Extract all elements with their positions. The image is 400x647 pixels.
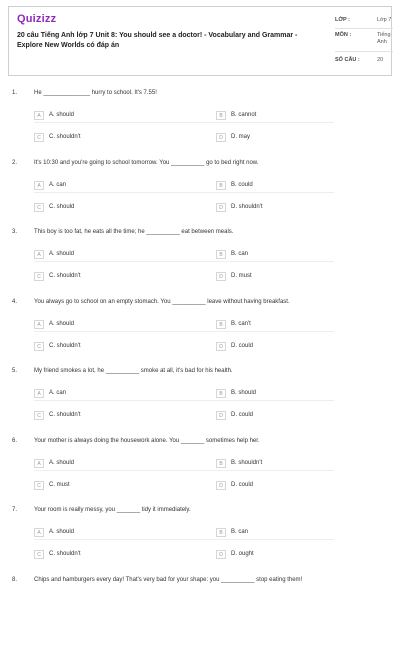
option-letter-box: C xyxy=(34,133,44,142)
question-item xyxy=(0,577,400,647)
option-letter-box: B xyxy=(216,528,226,537)
option-letter-box: A xyxy=(34,320,44,329)
option-text: B. should xyxy=(231,390,257,396)
worksheet-title: 20 câu Tiếng Anh lớp 7 Unit 8: You should see a doctor! - Vocabulary and Grammar - Explore New Worlds có đáp án xyxy=(17,32,298,49)
option-letter-box: A xyxy=(34,389,44,398)
option-letter-box: D xyxy=(216,411,226,420)
option-letter-box: D xyxy=(216,203,226,212)
question-number: 3. xyxy=(12,229,18,235)
option-text: B. can xyxy=(231,529,249,535)
meta-count-value: 20 xyxy=(377,57,384,63)
option-letter-box: C xyxy=(34,550,44,559)
option-letter-box: B xyxy=(216,111,226,120)
option-text: C. shouldn't xyxy=(49,273,81,279)
option-letter-box: A xyxy=(34,528,44,537)
option-letter-box: A xyxy=(34,459,44,468)
option-text: C. shouldn't xyxy=(49,343,81,349)
option-text: A. can xyxy=(49,182,67,188)
option-text: D. shouldn't xyxy=(231,204,263,210)
option-text: A. should xyxy=(49,112,75,118)
question-number: 2. xyxy=(12,160,18,166)
option-letter-box: B xyxy=(216,320,226,329)
option-text: B. can xyxy=(231,251,249,257)
option-text: A. can xyxy=(49,390,67,396)
question-number: 1. xyxy=(12,90,18,96)
question-item xyxy=(0,90,400,160)
question-number: 5. xyxy=(12,368,18,374)
option-letter-box: C xyxy=(34,203,44,212)
option-text: D. may xyxy=(231,134,251,140)
worksheet-header xyxy=(8,6,392,76)
option-text: C. shouldn't xyxy=(49,134,81,140)
meta-count-label: SỐ CÂU : xyxy=(335,57,360,63)
option-row-divider xyxy=(34,539,334,540)
question-item xyxy=(0,438,400,508)
option-text: B. could xyxy=(231,182,253,188)
question-item xyxy=(0,160,400,230)
option-letter-box: D xyxy=(216,342,226,351)
question-item xyxy=(0,507,400,577)
question-text: This boy is too fat, he eats all the time; he __________ eat between meals. xyxy=(34,229,234,235)
option-text: D. could xyxy=(231,482,254,488)
question-number: 6. xyxy=(12,438,18,444)
option-row-divider xyxy=(34,261,334,262)
option-letter-box: D xyxy=(216,272,226,281)
option-text: C. must xyxy=(49,482,70,488)
option-text: A. should xyxy=(49,460,75,466)
option-letter-box: D xyxy=(216,550,226,559)
option-row-divider xyxy=(34,122,334,123)
option-letter-box: C xyxy=(34,481,44,490)
option-text: B. shouldn't xyxy=(231,460,263,466)
question-text: It's 10:30 and you're going to school tomorrow. You __________ go to bed right now. xyxy=(34,160,259,166)
option-letter-box: B xyxy=(216,250,226,259)
meta-subject-label: MÔN : xyxy=(335,32,352,38)
question-text: You always go to school on an empty stomach. You __________ leave without having breakfast. xyxy=(34,299,290,305)
question-number: 8. xyxy=(12,577,18,583)
option-row-divider xyxy=(34,331,334,332)
question-number: 4. xyxy=(12,299,18,305)
option-letter-box: D xyxy=(216,133,226,142)
option-letter-box: A xyxy=(34,111,44,120)
question-text: My friend smokes a lot, he __________ smoke at all, it's bad for his health. xyxy=(34,368,233,374)
option-text: C. shouldn't xyxy=(49,551,81,557)
meta-divider xyxy=(335,51,393,52)
question-text: Your room is really messy, you _______ tidy it immediately. xyxy=(34,507,191,513)
quizizz-logo: Quizizz xyxy=(17,13,57,25)
question-number: 7. xyxy=(12,507,18,513)
option-letter-box: B xyxy=(216,389,226,398)
option-row-divider xyxy=(34,192,334,193)
option-text: A. should xyxy=(49,251,75,257)
option-text: D. could xyxy=(231,343,254,349)
question-text: He ______________ hurry to school. It's 7.55! xyxy=(34,90,157,96)
option-text: D. must xyxy=(231,273,252,279)
option-text: C. should xyxy=(49,204,75,210)
meta-grade-value: Lớp 7 xyxy=(377,17,392,23)
option-row-divider xyxy=(34,470,334,471)
option-letter-box: A xyxy=(34,181,44,190)
option-text: B. cannot xyxy=(231,112,257,118)
meta-divider xyxy=(335,28,393,29)
option-letter-box: B xyxy=(216,459,226,468)
question-text: Your mother is always doing the housework alone. You _______ sometimes help her. xyxy=(34,438,260,444)
option-text: A. should xyxy=(49,321,75,327)
option-letter-box: D xyxy=(216,481,226,490)
option-text: B. can't xyxy=(231,321,251,327)
option-text: C. shouldn't xyxy=(49,412,81,418)
question-item xyxy=(0,299,400,369)
option-text: D. ought xyxy=(231,551,254,557)
question-item xyxy=(0,368,400,438)
meta-subject-value: Tiếng Anh xyxy=(377,32,391,45)
option-text: D. could xyxy=(231,412,254,418)
question-item xyxy=(0,229,400,299)
meta-grade-label: LỚP : xyxy=(335,17,350,23)
option-text: A. should xyxy=(49,529,75,535)
option-letter-box: C xyxy=(34,342,44,351)
option-letter-box: A xyxy=(34,250,44,259)
option-letter-box: C xyxy=(34,411,44,420)
option-letter-box: C xyxy=(34,272,44,281)
option-letter-box: B xyxy=(216,181,226,190)
question-text: Chips and hamburgers every day! That's very bad for your shape: you __________ stop eating them! xyxy=(34,577,303,583)
option-row-divider xyxy=(34,400,334,401)
